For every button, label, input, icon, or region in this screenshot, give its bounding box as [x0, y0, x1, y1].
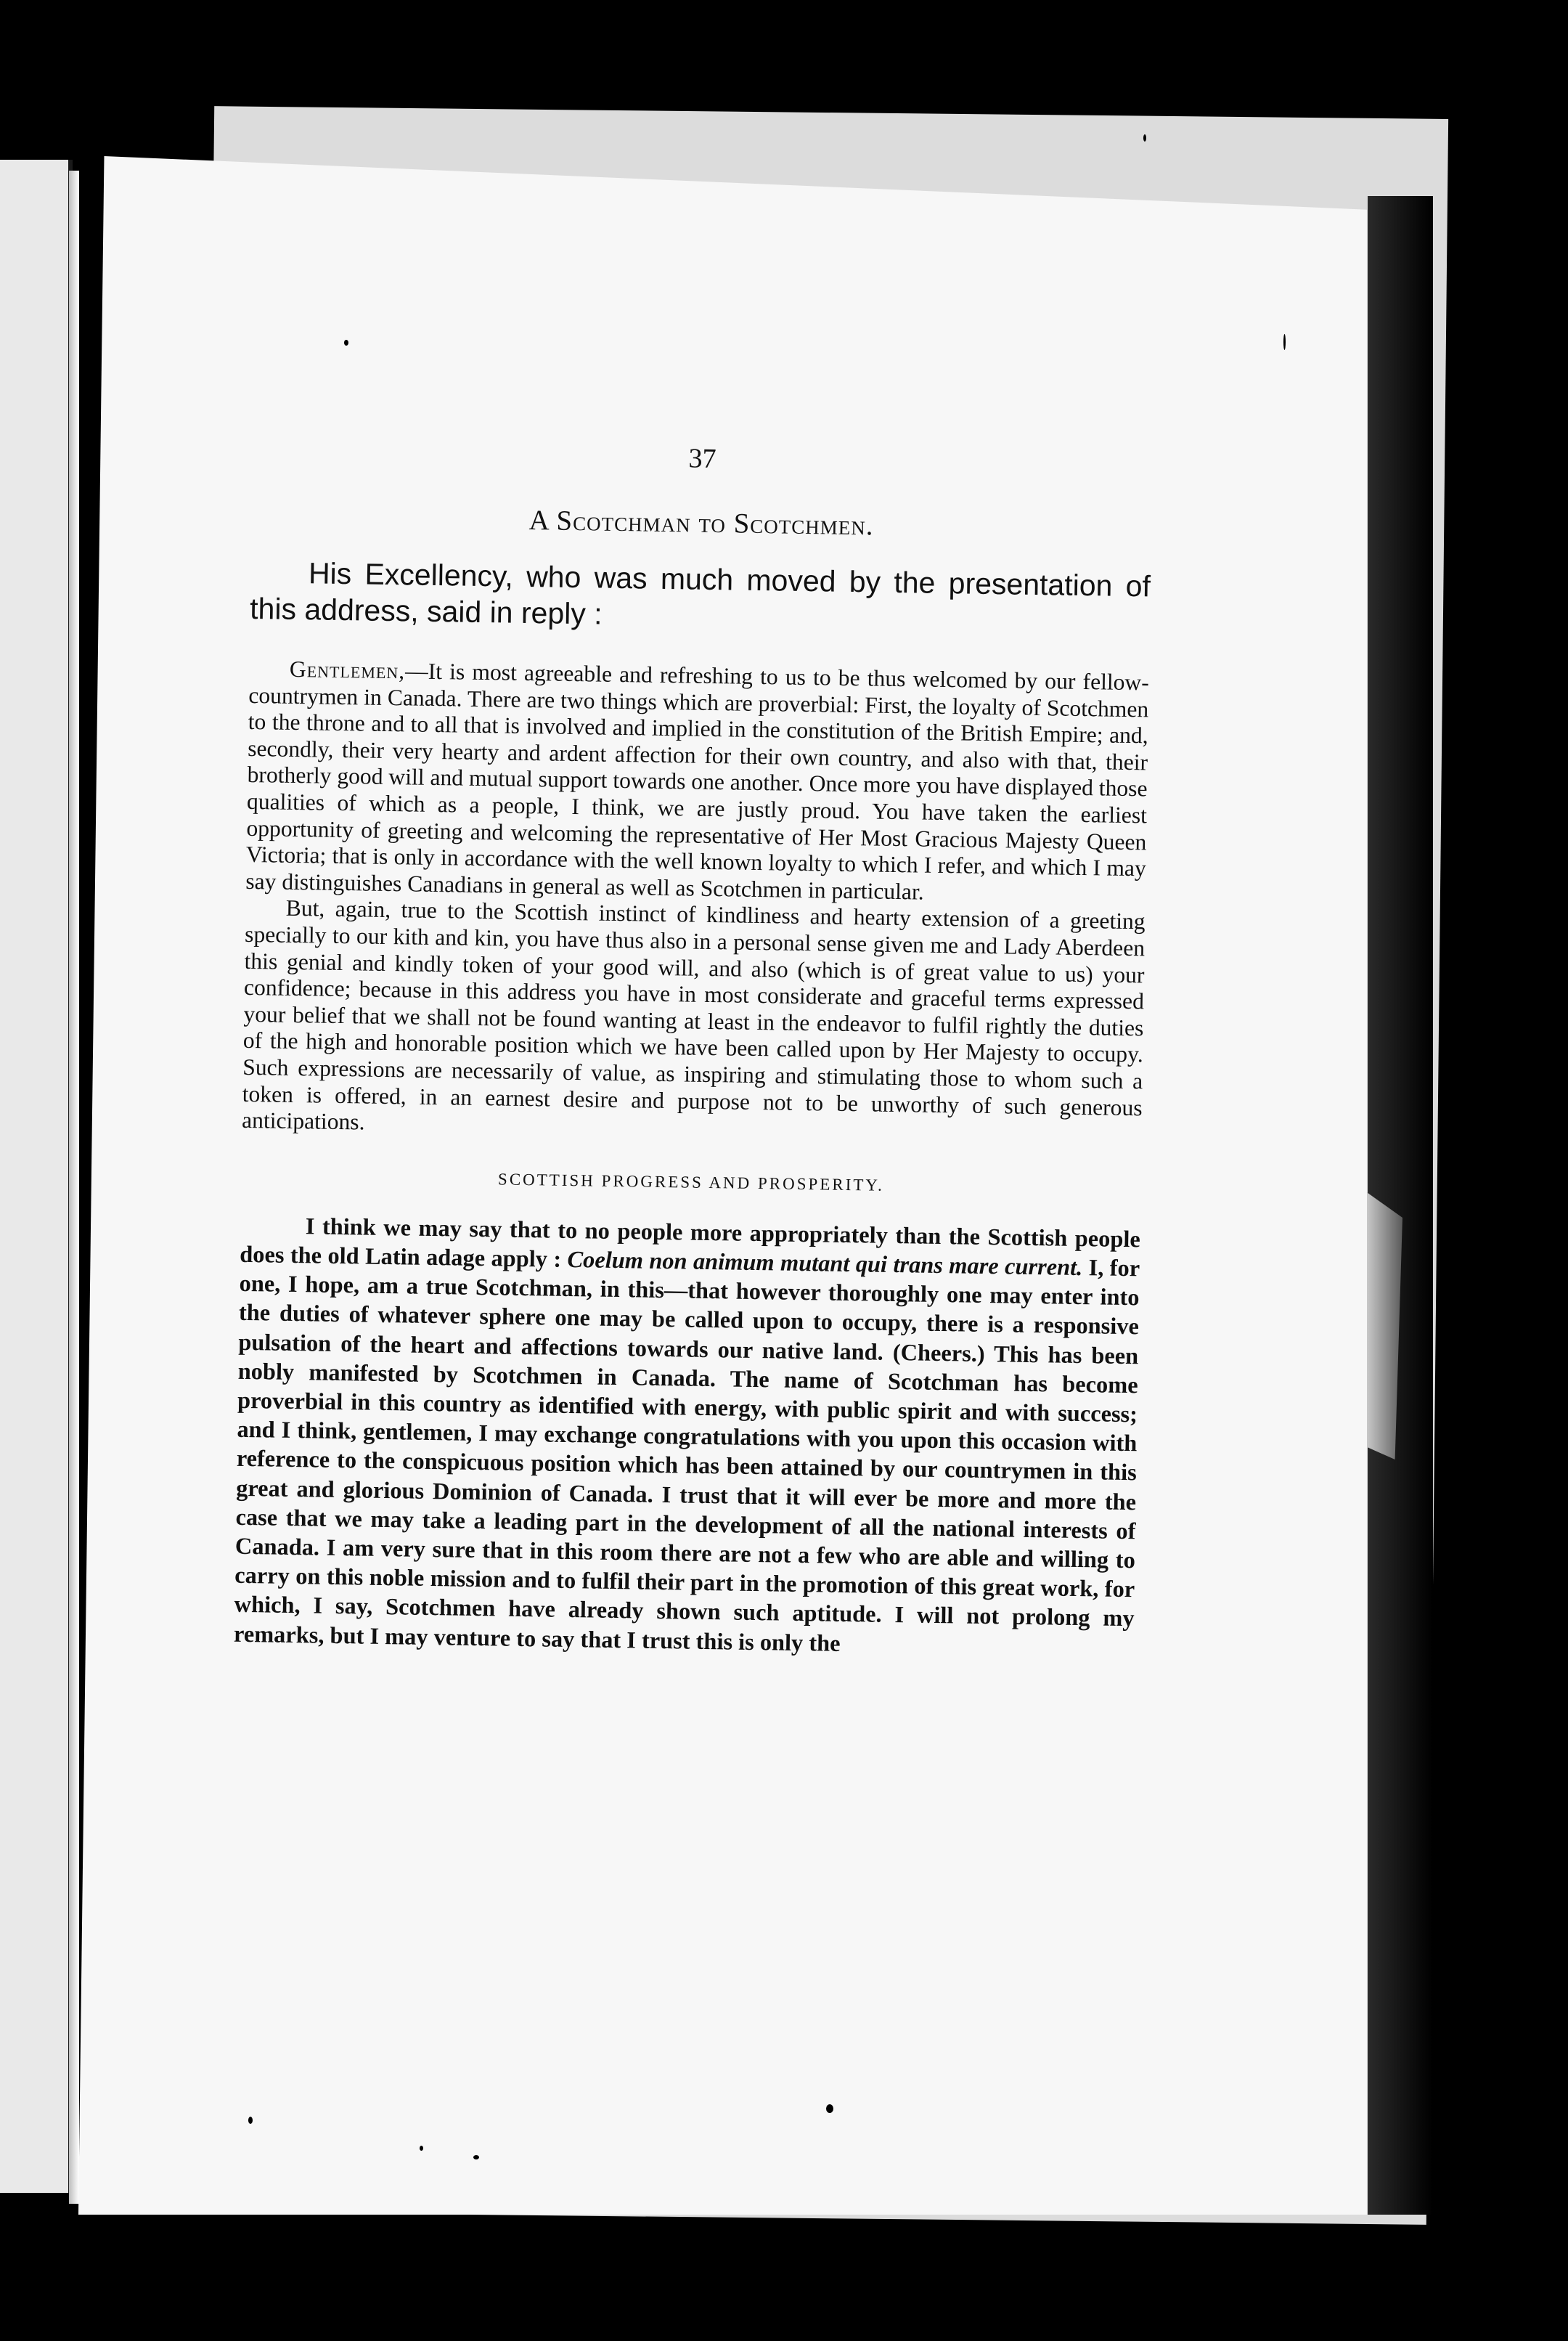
latin-adage: Coelum non animum mutant qui trans mare current. [567, 1246, 1083, 1281]
book-gutter [69, 171, 79, 2204]
ink-speck [420, 2146, 423, 2151]
section-subheading: SCOTTISH PROGRESS AND PROSPERITY. [497, 1170, 885, 1194]
ink-speck [473, 2155, 479, 2159]
left-facing-page [0, 160, 73, 2193]
ink-speck [826, 2104, 833, 2113]
greeting: Gentlemen, [289, 656, 406, 684]
ink-speck [248, 2117, 253, 2124]
speech-paragraph-3-start: I think we may say that to no people more appropriately than the Scottish people does the old Latin adage apply : [240, 1213, 1141, 1273]
speech-paragraph-1 [245, 656, 1149, 909]
page-text-block [234, 436, 1153, 1663]
speech-paragraph-3-rest: I, for one, I hope, am a true Scotchman, in this—that however thoroughly one may enter into the duties of whatever sphere one may be called upon to occupy, there is a responsive pulsation of the heart and affections towards our native land. (Cheers.) This has been nobly manifested by Scotchmen in Canada. The name of Scotchman has become proverbial in this country as identified with energy, with public spirit and with success; and I think, gentlemen, I may exchange congratulations with you upon this occasion with reference to the conspicuous position which has been attained by our countrymen in this great and glorious Dominion of Canada. I trust that it will ever be more and more the case that we may take a leading part in the development of all the national interests of Canada. I am very sure that in this room there are not a few who are able and willing to carry on this noble mission and to fulfil their part in the promotion of this great work, for which, I say, Scotchmen have already shown such aptitude. I will not prolong my remarks, but I may venture to say that I trust this is only the [233, 1254, 1140, 1657]
page-number: 37 [688, 443, 716, 475]
ink-speck [1143, 134, 1146, 142]
ink-speck [344, 340, 348, 346]
chapter-title: A Scotchman to Scotchmen. [528, 504, 874, 542]
speech-paragraph-1-text: —It is most agreeable and refreshing to us to be thus welcomed by our fellow-countrymen in Canada. There are two things which are proverbial: First, the loyalty of Scotchmen to the throne and to all that is involved and implied in the constitution of the British Empire; and, secondly, their very hearty and ardent affection for their own country, and also with that, their brotherly good will and mutual support towards one another. Once more you have displayed those qualities of which as a people, I think, we are justly proud. You have taken the earliest opportunity of greeting and welcoming the representative of Her Most Gracious Majesty Queen Victoria; that is only in accordance with the well known loyalty to which I refer, and which I may say distinguishes Canadians in general as well as Scotchmen in particular. [245, 658, 1150, 905]
speech-paragraph-2: But, again, true to the Scottish instinct of kindliness and hearty extension of a greeting specially to our kith and kin, you have thus also in a personal sense given me and Lady Aberdeen this genial and kindly token of your good will, and also (which is of great value to us) your confidence; because in this address you have in most considerate and graceful terms expressed your belief that we shall not be found wanting at least in the endeavor to fulfil rightly the duties of the high and honorable position which we have been called upon by Her Majesty to occupy. Such expressions are necessarily of value, as inspiring and stimulating those to whom such a token is offered, in an earnest desire and purpose not to be unworthy of such generous anticipations. [241, 895, 1146, 1135]
ink-speck [1283, 334, 1286, 350]
speech-paragraph-3 [234, 1211, 1140, 1663]
intro-paragraph: His Excellency, who was much moved by the presentation of this address, said in reply : [249, 556, 1151, 631]
